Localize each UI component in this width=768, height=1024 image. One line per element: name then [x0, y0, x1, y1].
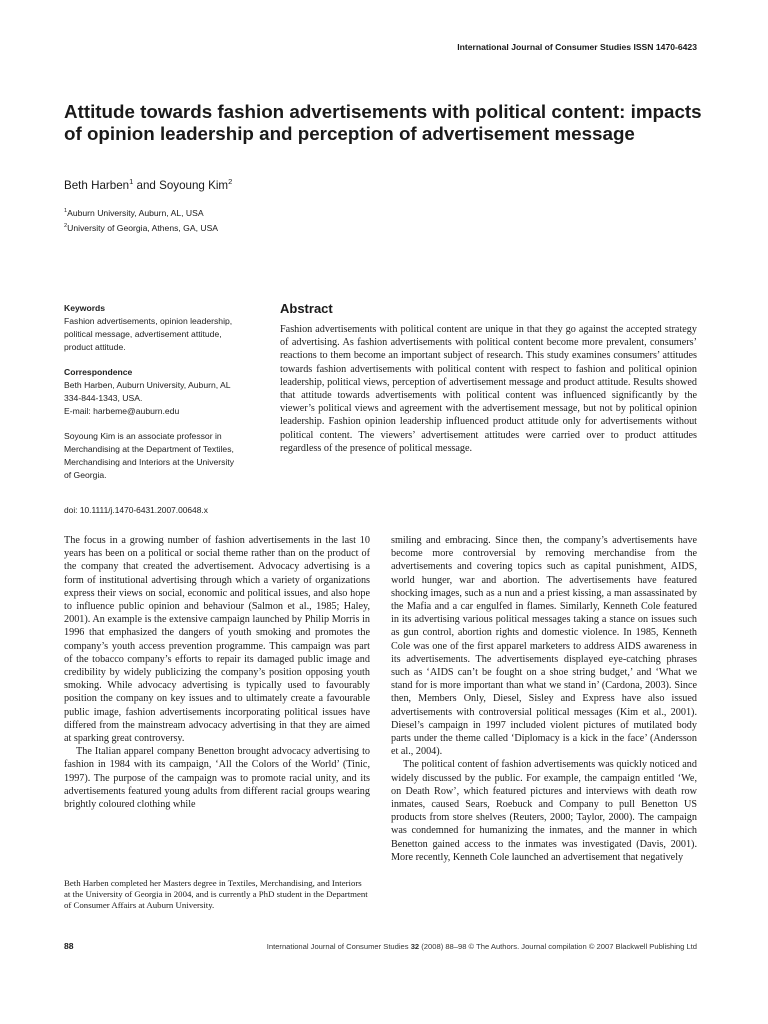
article-title: Attitude towards fashion advertisements with political content: impacts of opinion leadership and perception of advertisement message [64, 101, 702, 144]
volume-number: 32 [410, 942, 420, 951]
keywords-line: political message, advertisement attitude, [64, 329, 222, 339]
correspondence-line: 334-844-1343, USA. [64, 393, 143, 403]
bio-line: of Georgia. [64, 470, 107, 480]
body-column-right [391, 534, 697, 864]
article-sidebar [64, 302, 264, 482]
keywords-label: Keywords [64, 303, 106, 313]
bio-line: Soyoung Kim is an associate professor in [64, 431, 222, 441]
keywords-line: Fashion advertisements, opinion leadership, [64, 316, 233, 326]
body-column-left [64, 534, 370, 811]
affiliations [64, 205, 218, 235]
affiliation-marker: 1 [129, 177, 134, 186]
keywords-line: product attitude. [64, 342, 126, 352]
author-line [64, 177, 232, 192]
page-number: 88 [64, 941, 74, 951]
abstract-heading: Abstract [280, 301, 333, 316]
affiliation-marker: 2 [228, 177, 233, 186]
footer-citation: International Journal of Consumer Studies 32 (2008) 88–98 © The Authors. Journal compilation © 2007 Blackwell Publishing Ltd [266, 942, 697, 951]
bio-line: Merchandising at the Department of Textiles, [64, 444, 234, 454]
doi-link[interactable]: doi: 10.1111/j.1470-6431.2007.00648.x [64, 505, 208, 515]
correspondence-email[interactable]: E-mail: harbeme@auburn.edu [64, 406, 180, 416]
body-paragraph: The Italian apparel company Benetton brought advocacy advertising to fashion in 1984 with its campaign, ‘All the Colors of the World’ (Tinic, 1997). The purpose of the campaign was to promote racial unity, and its advertisements featured young adults from different racial groups wearing brightly coloured clothing while [64, 746, 370, 811]
correspondence-label: Correspondence [64, 367, 133, 377]
body-paragraph: smiling and embracing. Since then, the company’s advertisements have become more controversial by removing merchandise from the advertisements and covering topics such as capital punishment, AIDS, world hunger, war and abortion. The advertisements have featured shocking images, such as a nun and a priest kissing, a man assassinated by the Mafia and a car engulfed in flames. Similarly, Kenneth Cole featured in its advertising various political messages taking a stance on issues such as gun control, abortion rights and domestic violence. In 1985, Kenneth Cole was one of the first apparel marketers to address AIDS awareness in its advertisements. The advertisements displayed eye-catching phrases such as ‘AIDS can’t be fought on a shoe string budget,’ and ‘What we stand for is more important than what we stand in’ (Cardona, 2003). Since then, Members Only, Diesel, Sisley and Express have also issued advertisements with controversial political messages (Kim et al., 2001). Diesel’s campaign in 1997 included violent pictures of mutilated body parts under the theme called ‘Diplomacy is a kick in the face’ (Andersson et al., 2004). [391, 535, 697, 758]
author-name: Soyoung Kim [159, 178, 229, 192]
author-separator: and [133, 178, 160, 192]
journal-header: International Journal of Consumer Studies ISSN 1470-6423 [457, 42, 697, 52]
abstract-body: Fashion advertisements with political content are unique in that they go against the accepted strategy of advertising. As fashion advertisements with political content become more prevalent, consumers’ reactions to them become an important subject of research. This study examines consumers’ attitudes towards fashion advertisements with political content with respect to fashion and political opinion leadership, political views, perception of advertisement message and product attitude. Results showed that attitude towards advertisements with political content was influenced significantly by the viewer’s political views and agreement with the advertisement message, but not by political opinion leadership. Fashion opinion leadership influenced product attitude only for advertisements without political content. The viewers’ advertisement attitudes were carried over to product attitudes regardless of the presence of political message. [280, 324, 697, 454]
affiliation-item: $^2$University of Georgia, Athens, GA, USA [64, 222, 219, 233]
body-paragraph: The focus in a growing number of fashion advertisements in the last 10 years has been on a political or social theme rather than on the product of the company that created the advertisement. Advocacy advertising is a form of institutional advertising through which a variety of organizations express their views on social, economic and political issues, and also hope to influence public opinion and behaviour (Salmon et al., 1985; Haley, 2001). An example is the extensive campaign launched by Philip Morris in 1996 that emphasized the dangers of youth smoking and promotes the company’s youth access prevention programme. This campaign was part of the tobacco company’s efforts to repair its damaged public image and credibility by widely publicizing the company’s position opposing youth smoking. While advocacy advertising is typically used to favourably position the company on key issues and to ultimately create a favourable public image, fashion advertisements incorporating political issues have differed from the mainstream advocacy advertising in that they are aimed at sparking great controversy. [64, 535, 370, 745]
author-bio-footnote: Beth Harben completed her Masters degree in Textiles, Merchandising, and Interiors at the University of Georgia in 2004, and is currently a PhD student in the Department of Consumer Affairs at Auburn University. [64, 878, 368, 911]
bio-line: Merchandising and Interiors at the University [64, 457, 235, 467]
body-paragraph: The political content of fashion advertisements was quickly noticed and widely discussed by the public. For example, the campaign entitled ‘We, on Death Row’, which featured pictures and interviews with death row inmates, caused Sears, Roebuck and Company to pull Benetton US products from store shelves (Reuters, 2000; Taylor, 2000). The campaign was condemned for humanizing the inmates, and the manner in which Benetton gained access to the inmates was investigated (Davis, 2001). More recently, Kenneth Cole launched an advertisement that negatively [391, 759, 697, 863]
affiliation-item: $^1$Auburn University, Auburn, AL, USA [64, 207, 204, 218]
author-name: Beth Harben [64, 178, 130, 192]
correspondence-line: Beth Harben, Auburn University, Auburn, AL [64, 380, 231, 390]
